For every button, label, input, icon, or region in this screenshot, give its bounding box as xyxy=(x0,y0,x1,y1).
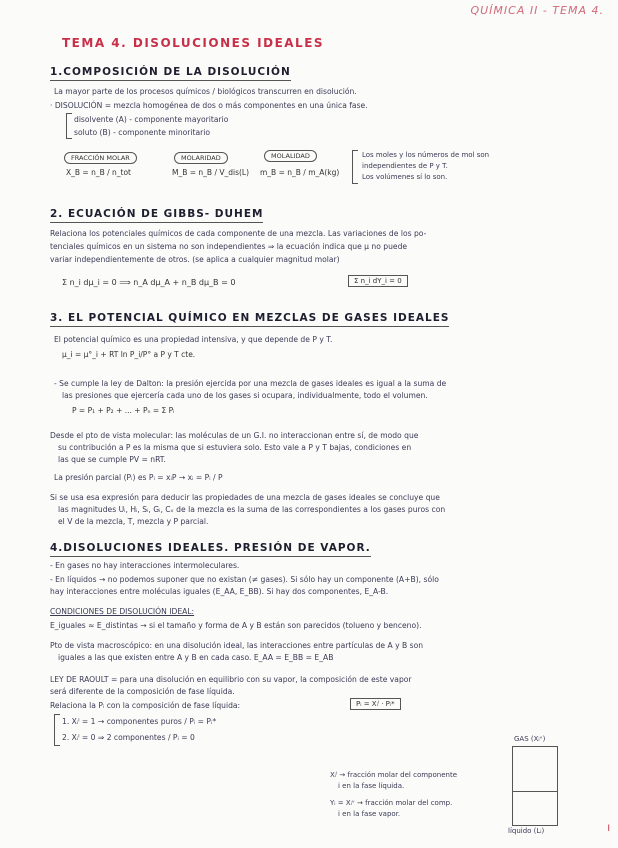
s1-line-3: disolvente (A) - componente mayoritario xyxy=(74,115,229,124)
s4-line-9: será diferente de la composición de fase líquida. xyxy=(50,687,235,696)
s3-line-6: las que se cumple PV = nRT. xyxy=(58,455,166,464)
s4-line-7: iguales a las que existen entre A y B en cada caso. E_AA = E_BB = E_AB xyxy=(58,653,334,662)
s1-line-1: La mayor parte de los procesos químicos / biológicos transcurren en disolución. xyxy=(54,87,357,96)
brace xyxy=(352,150,358,184)
s3-line-10: el V de la mezcla, T, mezcla y P parcial. xyxy=(58,517,209,526)
s4-line-2: - En líquidos → no podemos suponer que no existan (≠ gases). Si sólo hay un componente (A+B), sólo xyxy=(50,575,439,584)
s4-line-13: Xᵢˡ → fracción molar del componente xyxy=(330,771,458,779)
s4-line-3: hay interacciones entre moléculas iguales (E_AA, E_BB). Si hay dos componentes, E_A-B. xyxy=(50,587,389,596)
s2-line-3: variar independientemente de otros. (se aplica a cualquier magnitud molar) xyxy=(50,255,340,264)
s1-note-2: independientes de P y T. xyxy=(362,162,448,170)
s1-note-3: Los volúmenes sí lo son. xyxy=(362,173,448,181)
s4-line-10: Relaciona la Pᵢ con la composición de fase líquida: xyxy=(50,701,241,710)
mole-fraction-label: FRACCIÓN MOLAR xyxy=(64,152,137,164)
dalton-formula: P = P₁ + P₂ + ... + Pₙ = Σ Pᵢ xyxy=(72,406,175,415)
s1-line-2: · DISOLUCIÓN = mezcla homogénea de dos o más componentes en una única fase. xyxy=(50,101,368,110)
brace xyxy=(54,714,60,746)
s3-line-8: Si se usa esa expresión para deducir las propiedades de una mezcla de gases ideales se concluye que xyxy=(50,493,440,502)
gas-phase-label: GAS (Xᵢᵛ) xyxy=(514,735,546,743)
s3-line-9: las magnitudes Uᵢ, Hᵢ, Sᵢ, Gᵢ, Cᵥ de la mezcla es la suma de las correspondientes a los gases puros con xyxy=(58,505,446,514)
s3-line-3: las presiones que ejercería cada uno de los gases si ocupara, individualmente, todo el volumen. xyxy=(62,391,428,400)
s4-line-4: CONDICIONES DE DISOLUCIÓN IDEAL: xyxy=(50,607,195,616)
s4-line-6: Pto de vista macroscópico: en una disolución ideal, las interacciones entre partículas de A y B son xyxy=(50,641,424,650)
chemical-potential-formula: μ_i = μ°_i + RT ln P_i/P° a P y T cte. xyxy=(62,350,196,359)
s4-line-14: i en la fase líquida. xyxy=(338,782,405,790)
s2-line-2: tenciales químicos en un sistema no son independientes ⇒ la ecuación indica que μ no puede xyxy=(50,242,408,251)
s3-line-7: La presión parcial (Pᵢ) es Pᵢ = xᵢP → xᵢ = Pᵢ / P xyxy=(54,473,223,482)
s4-line-16: i en la fase vapor. xyxy=(338,810,401,818)
page-number: I xyxy=(607,824,610,834)
mole-fraction-formula: X_B = n_B / n_tot xyxy=(66,168,132,177)
phase-boundary xyxy=(513,791,557,792)
section-1-heading: 1.COMPOSICIÓN DE LA DISOLUCIÓN xyxy=(50,66,291,78)
s4-line-8: LEY DE RAOULT = para una disolución en equilibrio con su vapor, la composición de este vapor xyxy=(50,675,412,684)
course-header: QUÍMICA II - TEMA 4. xyxy=(470,4,604,17)
s2-line-1: Relaciona los potenciales químicos de cada componente de una mezcla. Las variaciones de los po- xyxy=(50,229,427,238)
section-3-heading: 3. EL POTENCIAL QUÍMICO EN MEZCLAS DE GASES IDEALES xyxy=(50,312,450,324)
s1-line-4: soluto (B) - componente minoritario xyxy=(74,128,211,137)
molality-label: MOLALIDAD xyxy=(264,150,317,162)
s4-line-5: E_iguales ≈ E_distintas → si el tamaño y forma de A y B están son parecidos (tolueno y benceno). xyxy=(50,621,422,630)
section-4-heading: 4.DISOLUCIONES IDEALES. PRESIÓN DE VAPOR. xyxy=(50,542,371,554)
section-2-heading: 2. ECUACIÓN DE GIBBS- DUHEM xyxy=(50,208,264,220)
raoult-law-box: Pᵢ = Xᵢˡ · Pᵢ* xyxy=(350,698,401,710)
brace xyxy=(66,113,72,139)
s3-line-4: Desde el pto de vista molecular: las moléculas de un G.I. no interaccionan entre sí, de modo que xyxy=(50,431,419,440)
liquid-phase-label: líquido (Lᵢ) xyxy=(508,827,545,835)
molarity-formula: M_B = n_B / V_dis(L) xyxy=(172,168,250,177)
gibbs-duhem-general-box: Σ n_i dY_i = 0 xyxy=(348,275,408,287)
s1-note-1: Los moles y los números de mol son xyxy=(362,151,490,159)
s3-line-1: El potencial químico es una propiedad intensiva, y que depende de P y T. xyxy=(54,335,333,344)
s3-line-5: su contribución a P es la misma que si estuviera solo. Esto vale a P y T bajas, condiciones en xyxy=(58,443,412,452)
s4-line-12: 2. Xᵢˡ = 0 ⇒ 2 componentes / Pᵢ = 0 xyxy=(62,733,195,742)
molarity-label: MOLARIDAD xyxy=(174,152,228,164)
s3-line-2: - Se cumple la ley de Dalton: la presión ejercida por una mezcla de gases ideales es igual a la suma de xyxy=(54,379,447,388)
gibbs-duhem-formula: Σ n_i dμ_i = 0 ⟹ n_A dμ_A + n_B dμ_B = 0 xyxy=(62,278,236,287)
s4-line-1: - En gases no hay interacciones intermoleculares. xyxy=(50,561,240,570)
s4-line-15: Yᵢ = Xᵢᵛ → fracción molar del comp. xyxy=(330,799,453,807)
container-diagram xyxy=(512,746,558,826)
s4-line-11: 1. Xᵢˡ = 1 → componentes puros / Pᵢ = Pᵢ* xyxy=(62,717,217,726)
page-title: TEMA 4. DISOLUCIONES IDEALES xyxy=(62,36,325,50)
molality-formula: m_B = n_B / m_A(kg) xyxy=(260,168,340,177)
